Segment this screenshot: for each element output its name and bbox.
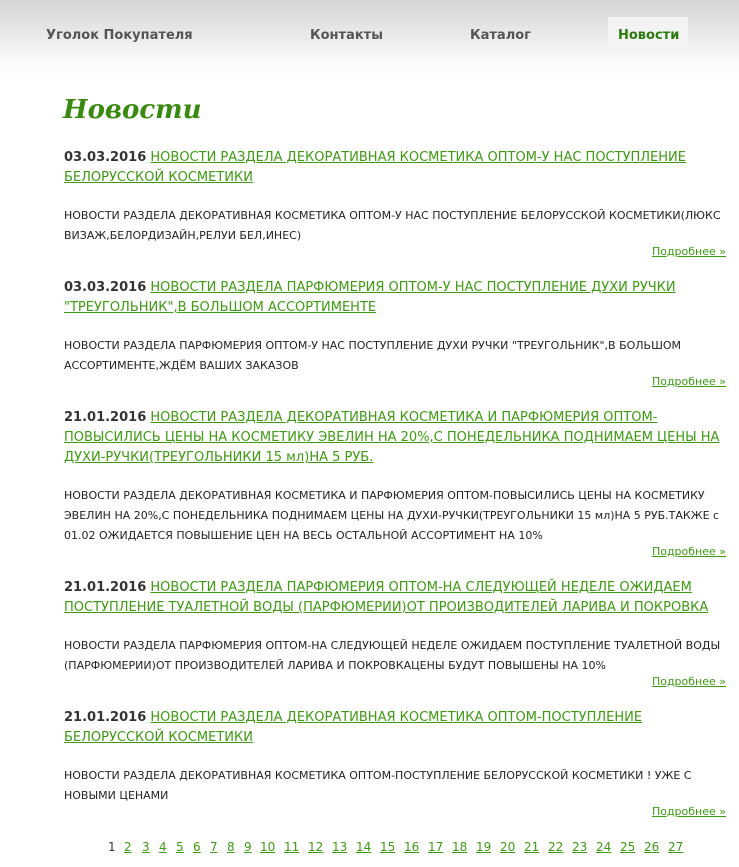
page-link[interactable]: 8 <box>227 840 235 854</box>
page-link[interactable]: 19 <box>476 840 492 854</box>
page-link[interactable]: 21 <box>524 840 540 854</box>
news-summary: НОВОСТИ РАЗДЕЛА ДЕКОРАТИВНАЯ КОСМЕТИКА И ПАРФЮМЕРИЯ ОПТОМ-ПОВЫСИЛИСЬ ЦЕНЫ НА КОСМЕТИКУ ЭВЕЛИН НА 20%,С ПОНЕДЕЛЬНИКА ПОДНИМАЕМ ЦЕНЫ НА ДУХИ-РУЧКИ(ТРЕУГОЛЬНИКИ 15 мл)НА 5 РУБ.ТАКЖЕ с 01.02 ОЖИДАЕТСЯ ПОВЫШЕНИЕ ЦЕН НА ВЕСЬ ОСТАЛЬНОЙ АССОРТИМЕНТ НА 10% <box>64 489 720 542</box>
read-more-link[interactable]: Подробнее » <box>651 545 726 558</box>
news-headline <box>64 148 726 188</box>
news-item <box>64 578 726 688</box>
page-link[interactable]: 7 <box>210 840 218 854</box>
read-more-link[interactable]: Подробнее » <box>651 805 726 818</box>
page-link[interactable]: 12 <box>308 840 324 854</box>
news-date: 03.03.2016 <box>64 150 147 165</box>
nav-item-customer-corner[interactable]: Уголок Покупателя <box>46 28 193 43</box>
page-current: 1 <box>108 840 116 854</box>
read-more-link[interactable]: Подробнее » <box>651 245 726 258</box>
news-item <box>64 278 726 388</box>
page-link[interactable]: 17 <box>428 840 444 854</box>
read-more-link[interactable]: Подробнее » <box>651 675 726 688</box>
news-date: 21.01.2016 <box>64 580 147 595</box>
page-link[interactable]: 24 <box>596 840 612 854</box>
news-title-link[interactable]: НОВОСТИ РАЗДЕЛА ДЕКОРАТИВНАЯ КОСМЕТИКА ОПТОМ-У НАС ПОСТУПЛЕНИЕ БЕЛОРУССКОЙ КОСМЕТИКИ <box>64 150 686 185</box>
news-item <box>64 148 726 258</box>
pagination <box>0 839 739 855</box>
page-link[interactable]: 4 <box>159 840 167 854</box>
page-link[interactable]: 23 <box>572 840 588 854</box>
news-summary: НОВОСТИ РАЗДЕЛА ПАРФЮМЕРИЯ ОПТОМ-У НАС ПОСТУПЛЕНИЕ ДУХИ РУЧКИ "ТРЕУГОЛЬНИК",В БОЛЬШОМ АССОРТИМЕНТЕ,ЖДЁМ ВАШИХ ЗАКАЗОВ <box>64 339 681 372</box>
page-link[interactable]: 22 <box>548 840 564 854</box>
news-summary: НОВОСТИ РАЗДЕЛА ПАРФЮМЕРИЯ ОПТОМ-НА СЛЕДУЮЩЕЙ НЕДЕЛЕ ОЖИДАЕМ ПОСТУПЛЕНИЕ ТУАЛЕТНОЙ ВОДЫ (ПАРФЮМЕРИИ)ОТ ПРОИЗВОДИТЕЛЕЙ ЛАРИВА И ПОКРОВКАЦЕНЫ БУДУТ ПОВЫШЕНЫ НА 10% <box>64 639 721 672</box>
page-link[interactable]: 16 <box>404 840 420 854</box>
nav-item-contacts[interactable]: Контакты <box>310 28 383 43</box>
news-title-link[interactable]: НОВОСТИ РАЗДЕЛА ДЕКОРАТИВНАЯ КОСМЕТИКА И ПАРФЮМЕРИЯ ОПТОМ-ПОВЫСИЛИСЬ ЦЕНЫ НА КОСМЕТИКУ ЭВЕЛИН НА 20%,С ПОНЕДЕЛЬНИКА ПОДНИМАЕМ ЦЕНЫ НА ДУХИ-РУЧКИ(ТРЕУГОЛЬНИКИ 15 мл)НА 5 РУБ. <box>64 410 720 465</box>
page-link[interactable]: 20 <box>500 840 516 854</box>
page-link[interactable]: 11 <box>284 840 300 854</box>
read-more-link[interactable]: Подробнее » <box>651 375 726 388</box>
news-summary: НОВОСТИ РАЗДЕЛА ДЕКОРАТИВНАЯ КОСМЕТИКА ОПТОМ-У НАС ПОСТУПЛЕНИЕ БЕЛОРУССКОЙ КОСМЕТИКИ(ЛЮКС ВИЗАЖ,БЕЛОРДИЗАЙН,РЕЛУИ БЕЛ,ИНЕС) <box>64 209 721 242</box>
news-date: 03.03.2016 <box>64 280 147 295</box>
news-summary: НОВОСТИ РАЗДЕЛА ДЕКОРАТИВНАЯ КОСМЕТИКА ОПТОМ-ПОСТУПЛЕНИЕ БЕЛОРУССКОЙ КОСМЕТИКИ ! УЖЕ С НОВЫМИ ЦЕНАМИ <box>64 769 692 802</box>
page-link[interactable]: 26 <box>644 840 660 854</box>
news-date: 21.01.2016 <box>64 710 147 725</box>
news-headline <box>64 408 726 468</box>
page-link[interactable]: 25 <box>620 840 636 854</box>
page-link[interactable]: 18 <box>452 840 468 854</box>
page-link[interactable]: 6 <box>193 840 201 854</box>
page-link[interactable]: 10 <box>260 840 276 854</box>
page-link[interactable]: 27 <box>668 840 684 854</box>
page-link[interactable]: 14 <box>356 840 372 854</box>
news-title-link[interactable]: НОВОСТИ РАЗДЕЛА ПАРФЮМЕРИЯ ОПТОМ-У НАС ПОСТУПЛЕНИЕ ДУХИ РУЧКИ "ТРЕУГОЛЬНИК",В БОЛЬШОМ АССОРТИМЕНТЕ <box>64 280 676 315</box>
top-navigation <box>0 0 739 76</box>
nav-item-catalog[interactable]: Каталог <box>470 28 531 43</box>
news-headline <box>64 278 726 318</box>
news-date: 21.01.2016 <box>64 410 147 425</box>
page-link[interactable]: 3 <box>142 840 150 854</box>
news-headline <box>64 578 726 618</box>
page-link[interactable]: 13 <box>332 840 348 854</box>
news-headline <box>64 708 726 748</box>
page-title: Новости <box>63 95 202 125</box>
news-item <box>64 408 726 558</box>
news-item <box>64 708 726 818</box>
page-link[interactable]: 9 <box>244 840 252 854</box>
nav-item-news[interactable]: Новости <box>608 17 688 54</box>
news-title-link[interactable]: НОВОСТИ РАЗДЕЛА ДЕКОРАТИВНАЯ КОСМЕТИКА ОПТОМ-ПОСТУПЛЕНИЕ БЕЛОРУССКОЙ КОСМЕТИКИ <box>64 710 643 745</box>
news-title-link[interactable]: НОВОСТИ РАЗДЕЛА ПАРФЮМЕРИЯ ОПТОМ-НА СЛЕДУЮЩЕЙ НЕДЕЛЕ ОЖИДАЕМ ПОСТУПЛЕНИЕ ТУАЛЕТНОЙ ВОДЫ (ПАРФЮМЕРИИ)ОТ ПРОИЗВОДИТЕЛЕЙ ЛАРИВА И ПОКРОВКА <box>64 580 709 615</box>
page-link[interactable]: 5 <box>176 840 184 854</box>
page-link[interactable]: 15 <box>380 840 396 854</box>
page-link[interactable]: 2 <box>124 840 132 854</box>
